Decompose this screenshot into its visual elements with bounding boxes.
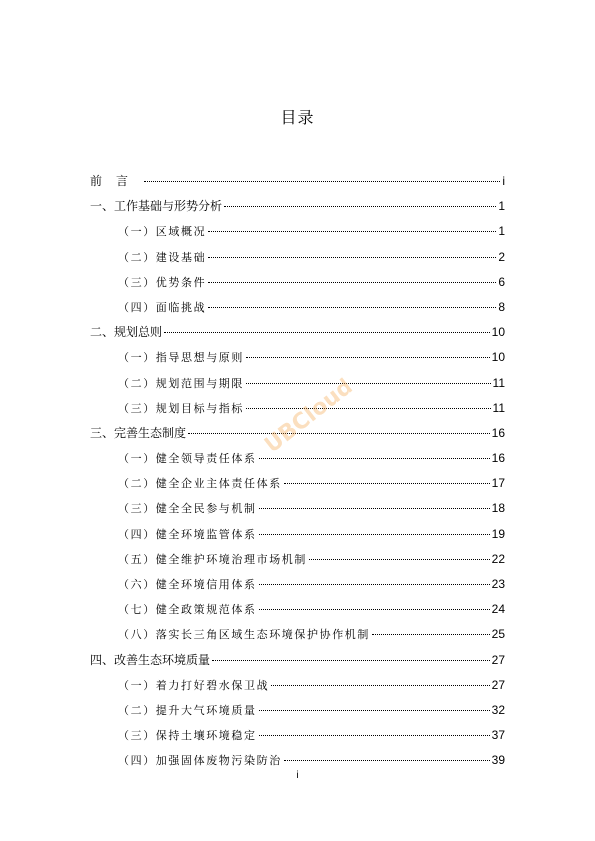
toc-entry-page-number: 10 <box>491 350 505 365</box>
page-number: i <box>296 770 299 781</box>
toc-section-entry[interactable] <box>90 296 505 321</box>
toc-dot-leader <box>208 257 496 258</box>
toc-dot-leader <box>259 609 490 610</box>
toc-entry-page-number: 27 <box>491 677 505 692</box>
toc-section-entry[interactable] <box>90 674 505 699</box>
toc-section-entry[interactable] <box>90 246 505 271</box>
toc-dot-leader <box>224 206 496 207</box>
toc-entry-label: 四、改善生态环境质量 <box>90 652 211 667</box>
toc-section-entry[interactable] <box>90 699 505 724</box>
toc-entry-page-number: 32 <box>491 702 505 717</box>
toc-entry-page-number: 19 <box>491 526 505 541</box>
toc-entry-label: （六）健全环境信用体系 <box>118 578 257 591</box>
toc-entry-page-number: 18 <box>491 501 505 516</box>
toc-section-entry[interactable] <box>90 271 505 296</box>
toc-dot-leader <box>164 332 490 333</box>
toc-entry-page-number: 37 <box>491 728 505 743</box>
toc-dot-leader <box>309 559 490 560</box>
toc-dot-leader <box>212 660 490 661</box>
toc-chapter-entry[interactable] <box>90 195 505 220</box>
toc-dot-leader <box>259 508 490 509</box>
toc-entry-label: （三）规划目标与指标 <box>118 401 244 415</box>
toc-dot-leader <box>188 433 490 434</box>
toc-entry-label: （二）健全企业主体责任体系 <box>118 477 282 491</box>
toc-chapter-entry[interactable] <box>90 170 505 195</box>
toc-entry-label: （一）着力打好碧水保卫战 <box>118 678 270 692</box>
toc-section-entry[interactable] <box>90 220 505 245</box>
watermark-text: UBCloud <box>259 374 358 459</box>
toc-entry-page-number: 23 <box>491 577 505 591</box>
toc-section-entry[interactable] <box>90 724 505 749</box>
toc-dot-leader <box>208 307 496 308</box>
toc-dot-leader <box>284 483 490 484</box>
toc-dot-leader <box>284 760 490 761</box>
toc-entry-page-number: 22 <box>491 551 505 566</box>
toc-dot-leader <box>246 357 490 358</box>
toc-entry-page-number: 17 <box>491 476 505 491</box>
table-of-contents <box>90 170 505 775</box>
toc-entry-page-number: 25 <box>491 627 505 642</box>
toc-dot-leader <box>144 181 500 182</box>
toc-entry-label: （二）提升大气环境质量 <box>118 703 257 717</box>
toc-dot-leader <box>259 710 490 711</box>
toc-entry-page-number: 16 <box>491 425 505 440</box>
toc-dot-leader <box>372 634 490 635</box>
toc-entry-label: （七）健全政策规范体系 <box>118 603 257 617</box>
toc-entry-page-number: 2 <box>498 249 505 264</box>
toc-dot-leader <box>208 282 496 283</box>
toc-entry-page-number: i <box>502 174 505 188</box>
toc-entry-label: （三）健全全民参与机制 <box>118 502 257 516</box>
toc-entry-page-number: 27 <box>491 652 505 667</box>
toc-entry-label: 前言 <box>90 174 143 188</box>
toc-section-entry[interactable] <box>90 523 505 548</box>
toc-entry-label: （四）面临挑战 <box>118 300 207 314</box>
toc-section-entry[interactable] <box>90 548 505 573</box>
toc-entry-label: （一）指导思想与原则 <box>118 351 244 365</box>
toc-entry-label: （八）落实长三角区域生态环境保护协作机制 <box>118 628 370 642</box>
toc-entry-label: （四）健全环境监管体系 <box>118 527 257 541</box>
toc-entry-page-number: 6 <box>498 274 505 289</box>
toc-entry-label: （一）健全领导责任体系 <box>118 452 257 466</box>
toc-entry-label: （一）区域概况 <box>118 225 207 239</box>
toc-dot-leader <box>259 534 490 535</box>
toc-section-entry[interactable] <box>90 472 505 497</box>
toc-dot-leader <box>246 383 491 384</box>
toc-chapter-entry[interactable] <box>90 321 505 346</box>
toc-section-entry[interactable] <box>90 346 505 371</box>
toc-section-entry[interactable] <box>90 372 505 397</box>
toc-dot-leader <box>208 231 496 232</box>
toc-entry-label: （二）规划范围与期限 <box>118 376 244 390</box>
toc-dot-leader <box>259 735 490 736</box>
toc-dot-leader <box>271 685 489 686</box>
toc-entry-page-number: 1 <box>498 199 505 214</box>
toc-entry-label: 一、工作基础与形势分析 <box>90 199 223 214</box>
toc-entry-page-number: 24 <box>491 602 505 617</box>
toc-entry-label: （三）保持土壤环境稳定 <box>118 729 257 743</box>
toc-entry-label: （三）优势条件 <box>118 275 207 289</box>
page-title: 目录 <box>280 108 315 127</box>
toc-entry-label: （五）健全维护环境治理市场机制 <box>118 552 307 566</box>
toc-entry-label: 三、完善生态制度 <box>90 425 187 440</box>
toc-section-entry[interactable] <box>90 573 505 598</box>
toc-entry-label: 二、规划总则 <box>90 325 163 340</box>
toc-entry-page-number: 10 <box>491 325 505 340</box>
toc-entry-page-number: 11 <box>492 375 505 390</box>
toc-section-entry[interactable] <box>90 598 505 623</box>
toc-entry-label: （四）加强固体废物污染防治 <box>118 754 282 768</box>
toc-section-entry[interactable] <box>90 497 505 522</box>
toc-entry-page-number: 1 <box>498 224 505 239</box>
toc-section-entry[interactable] <box>90 623 505 648</box>
toc-section-entry[interactable] <box>90 447 505 472</box>
toc-dot-leader <box>259 458 490 459</box>
toc-dot-leader <box>259 584 490 585</box>
toc-entry-label: （二）建设基础 <box>118 250 207 264</box>
toc-entry-page-number: 8 <box>498 299 505 314</box>
toc-entry-page-number: 16 <box>491 451 505 466</box>
toc-entry-page-number: 11 <box>492 400 505 415</box>
toc-chapter-entry[interactable] <box>90 649 505 674</box>
toc-entry-page-number: 39 <box>491 753 505 768</box>
